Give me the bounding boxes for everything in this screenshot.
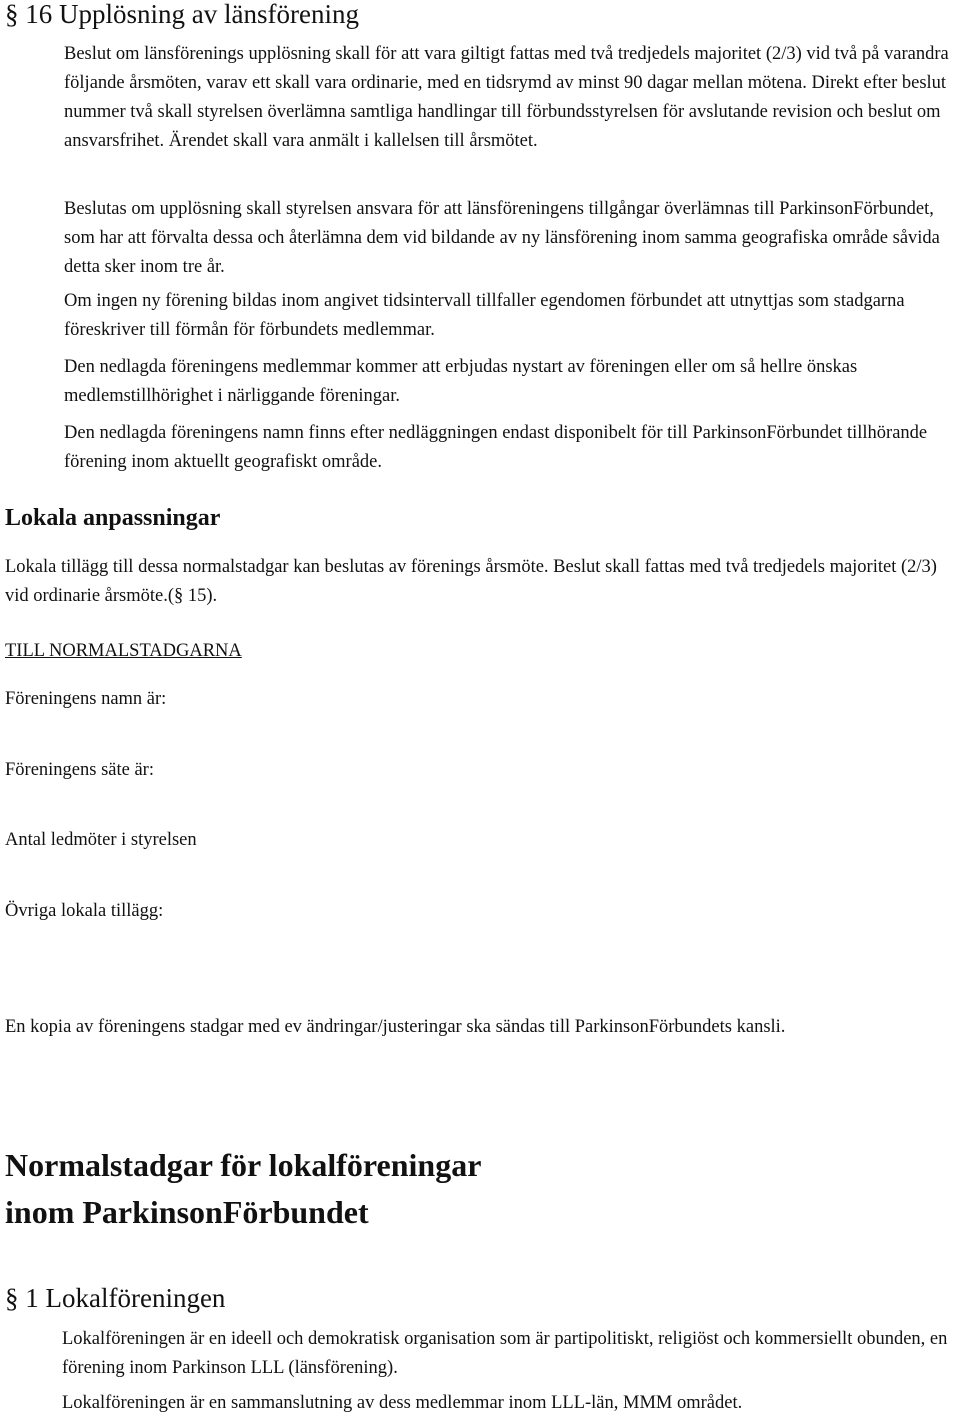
till-normalstadgarna-heading: TILL NORMALSTADGARNA	[5, 641, 242, 661]
section-16-paragraph-1: Beslut om länsförenings upplösning skall för att vara giltigt fattas med två tredjedels majoritet (2/3) vid två på varandra följande årsmöten, varav ett skall vara ordinarie, med en tidsrymd av minst 90 dagar mellan mötena. Direkt efter beslut nummer två skall styrelsen överlämna samtliga handlingar till förbundsstyrelsen för avslutande revision och beslut om ansvarsfrihet. Ärendet skall vara anmält i kallelsen till årsmötet.	[64, 44, 949, 151]
section-16-paragraph-2: Beslutas om upplösning skall styrelsen ansvara för att länsföreningens tillgångar överlämnas till ParkinsonFörbundet, som har att förvalta dessa och återlämna dem vid bildande av ny länsförening inom samma geografiska område såvida detta sker inom tre år.	[64, 199, 940, 277]
normalstadgar-title-line-2: inom ParkinsonFörbundet	[5, 1194, 369, 1230]
section-1-heading: § 1 Lokalföreningen	[5, 1283, 226, 1313]
local-adaptations-text: Lokala tillägg till dessa normalstadgar kan beslutas av förenings årsmöte. Beslut skall fattas med två tredjedels majoritet (2/3) vid ordinarie årsmöte.(§ 15).	[5, 557, 937, 606]
copy-note: En kopia av föreningens stadgar med ev ändringar/justeringar ska sändas till ParkinsonFörbundets kansli.	[5, 1017, 786, 1037]
section-1-paragraph-2: Lokalföreningen är en sammanslutning av dess medlemmar inom LLL-län, MMM området.	[62, 1393, 743, 1413]
local-adaptations-heading: Lokala anpassningar	[5, 505, 221, 531]
field-board-members: Antal ledmöter i styrelsen	[5, 830, 197, 850]
field-association-name: Föreningens namn är:	[5, 689, 167, 709]
section-16-paragraph-4: Den nedlagda föreningens medlemmar kommer att erbjudas nystart av föreningen eller om så hellre önskas medlemstillhörighet i närliggande föreningar.	[64, 357, 858, 406]
section-16-paragraph-5: Den nedlagda föreningens namn finns efter nedläggningen endast disponibelt för till ParkinsonFörbundet tillhörande förening inom aktuellt geografiskt område.	[64, 423, 928, 472]
field-association-seat: Föreningens säte är:	[5, 760, 154, 780]
section-16-paragraph-3: Om ingen ny förening bildas inom angivet tidsintervall tillfaller egendomen förbundet att utnyttjas som stadgarna föreskriver till förmån för förbundets medlemmar.	[64, 291, 905, 340]
normalstadgar-title-line-1: Normalstadgar för lokalföreningar	[5, 1147, 482, 1183]
section-1-paragraph-1: Lokalföreningen är en ideell och demokratisk organisation som är partipolitiskt, religiöst och kommersiellt obunden, en förening inom Parkinson LLL (länsförening).	[62, 1329, 948, 1378]
field-other-local-additions: Övriga lokala tillägg:	[5, 901, 164, 921]
section-16-heading: § 16 Upplösning av länsförening	[5, 0, 359, 29]
